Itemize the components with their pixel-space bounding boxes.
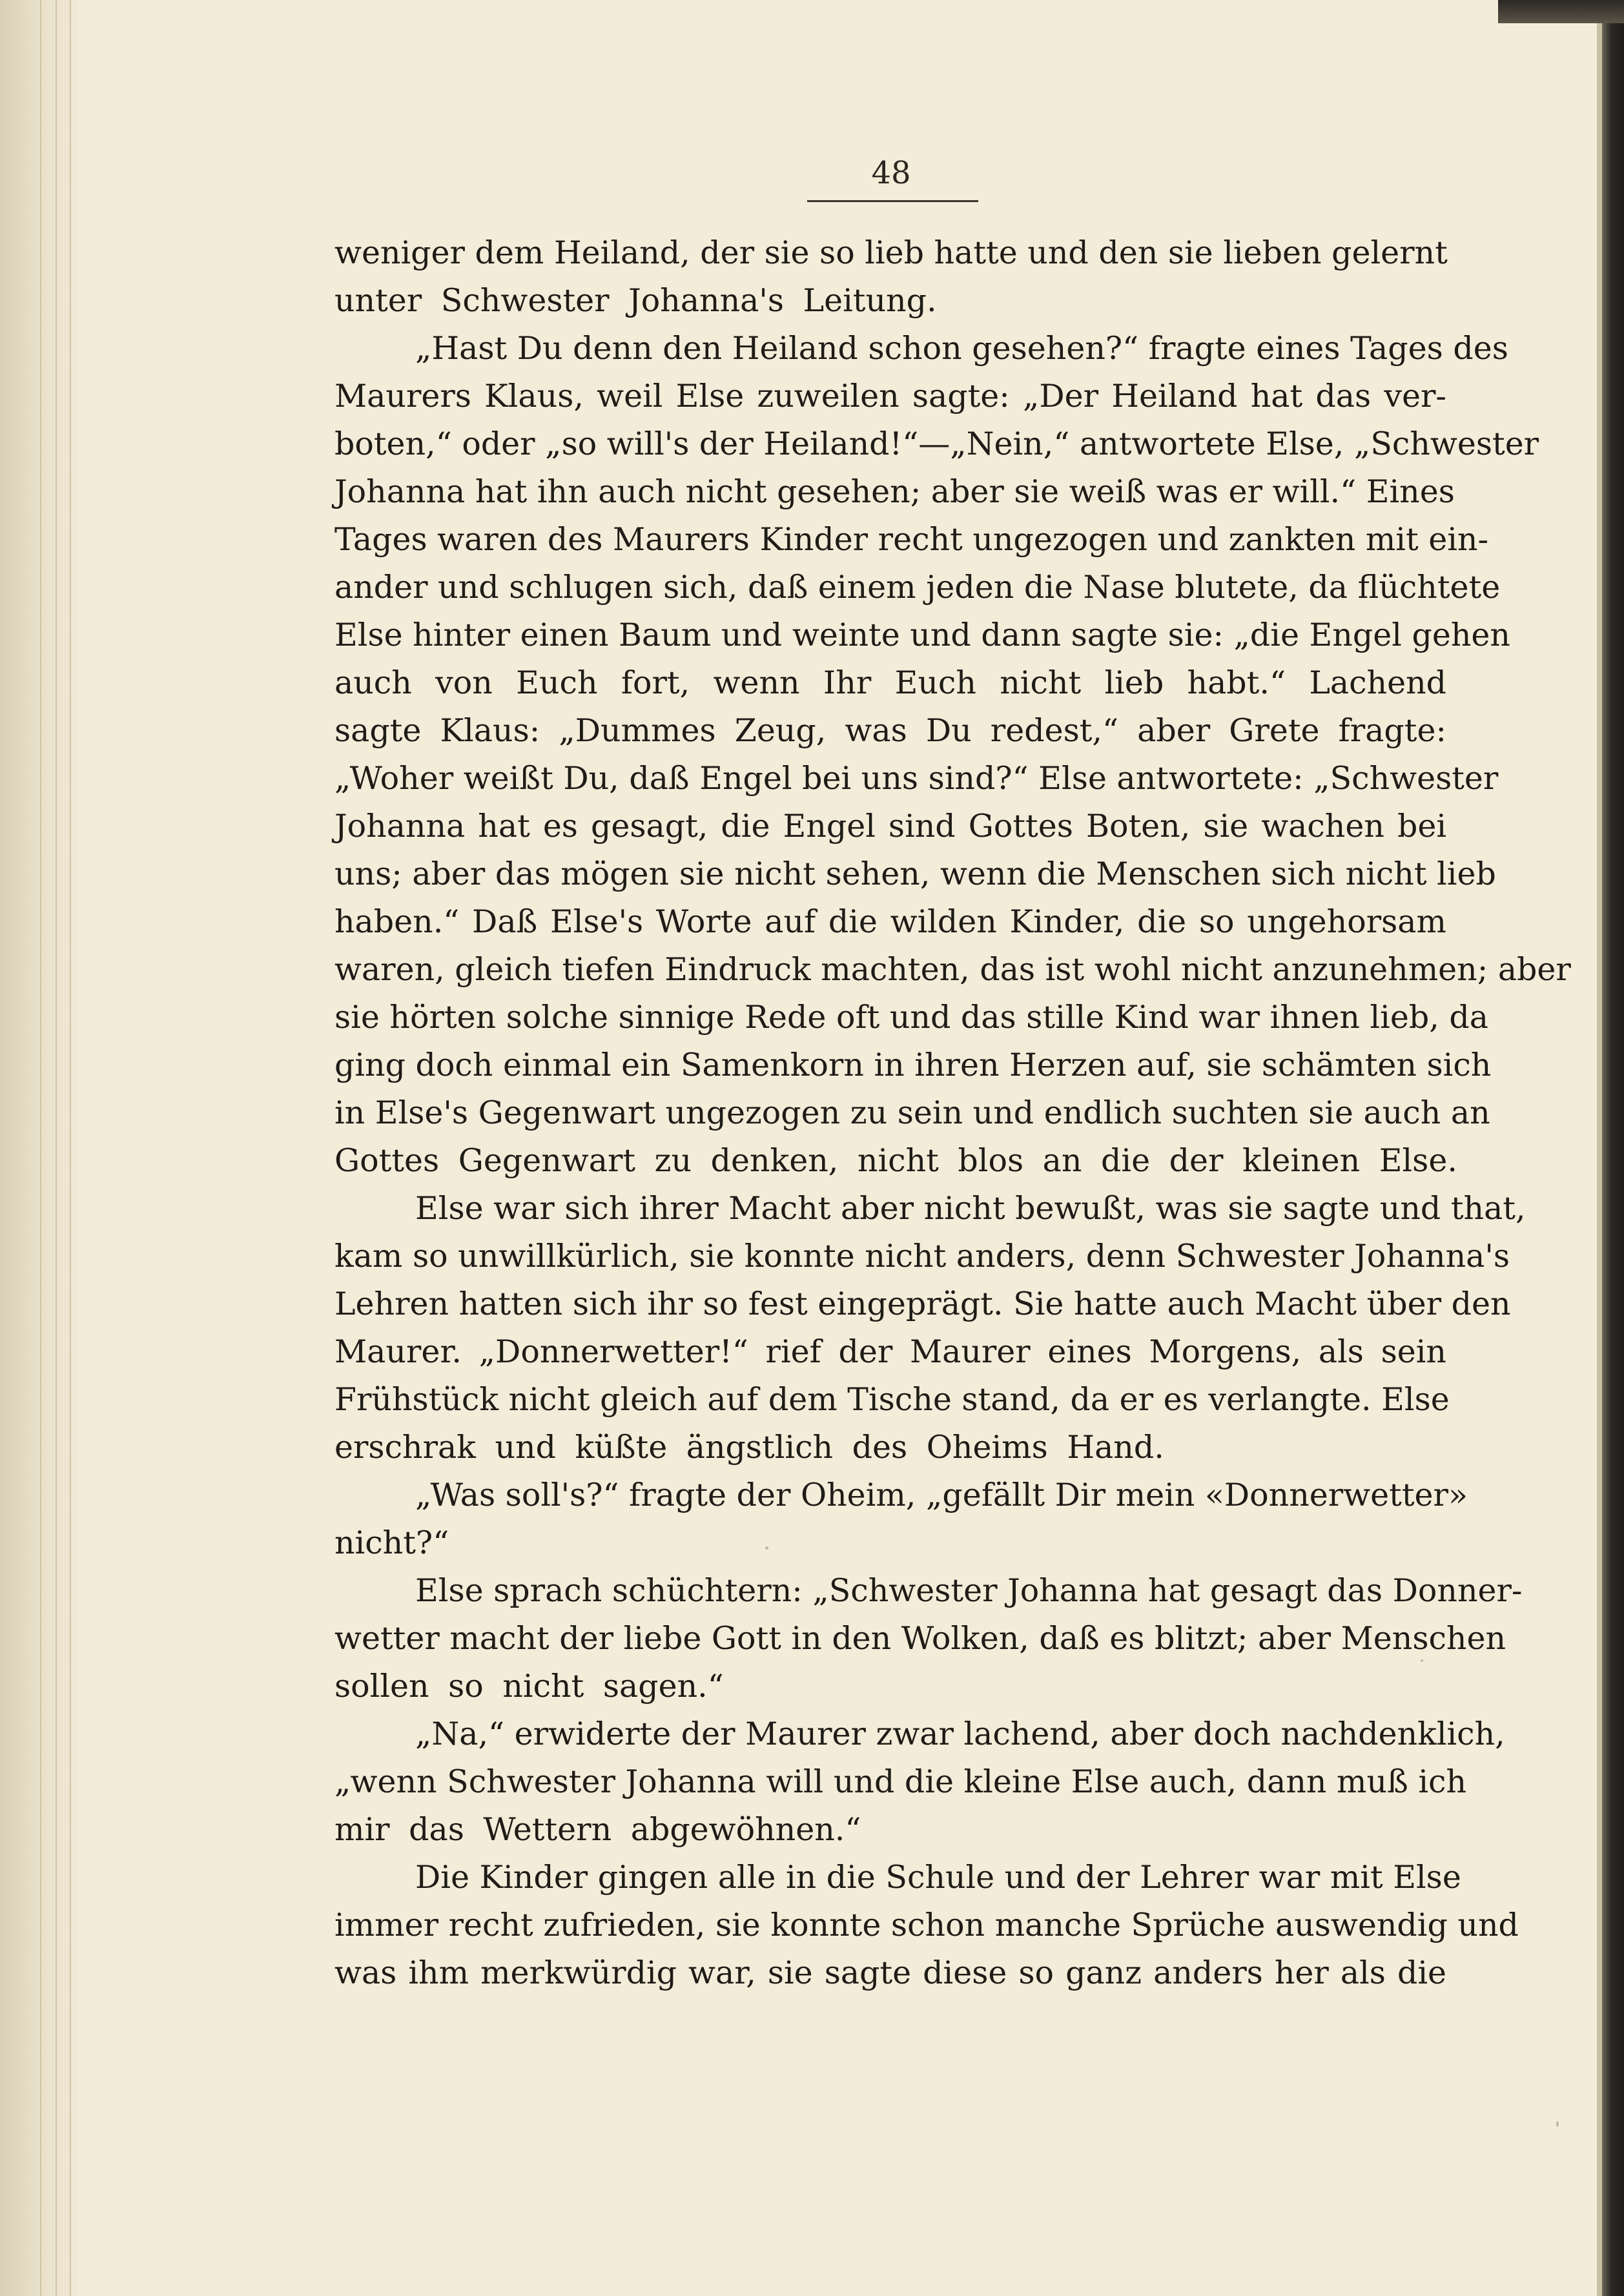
page-number: 48 [871, 155, 911, 191]
text-line: Else hinter einen Baum und weinte und dann sagte sie: „die Engel gehen [334, 617, 1510, 653]
text-line: Maurer. „Donnerwetter!“ rief der Maurer eines Morgens, als sein [334, 1333, 1446, 1370]
paper-speck [765, 1546, 768, 1550]
text-line: sie hörten solche sinnige Rede oft und das stille Kind war ihnen lieb, da [334, 999, 1488, 1036]
text-line: uns; aber das mögen sie nicht sehen, wenn die Menschen sich nicht lieb [334, 856, 1496, 892]
text-line: Frühstück nicht gleich auf dem Tische stand, da er es verlangte. Else [334, 1381, 1450, 1418]
text-line: Die Kinder gingen alle in die Schule und der Lehrer war mit Else [415, 1859, 1461, 1896]
book-gutter [0, 0, 77, 2296]
text-line: „Hast Du denn den Heiland schon gesehen?“ fragte eines Tages des [415, 330, 1508, 367]
text-line: Maurers Klaus, weil Else zuweilen sagte: „Der Heiland hat das ver- [334, 378, 1446, 415]
text-line: erschrak und küßte ängstlich des Oheims Hand. [334, 1429, 1164, 1466]
text-line: weniger dem Heiland, der sie so lieb hatte und den sie lieben gelernt [334, 234, 1448, 271]
text-line: Tages waren des Maurers Kinder recht ungezogen und zankten mit ein- [334, 521, 1489, 558]
text-line: Johanna hat es gesagt, die Engel sind Gottes Boten, sie wachen bei [334, 808, 1446, 845]
text-line: waren, gleich tiefen Eindruck machten, das ist wohl nicht anzunehmen; aber [334, 951, 1571, 988]
text-line: kam so unwillkürlich, sie konnte nicht anders, denn Schwester Johanna's [334, 1238, 1510, 1275]
text-line: in Else's Gegenwart ungezogen zu sein und endlich suchten sie auch an [334, 1094, 1490, 1131]
text-line: boten,“ oder „so will's der Heiland!“—„Nein,“ antwortete Else, „Schwester [334, 425, 1539, 462]
page-edge-dark [1602, 0, 1624, 2296]
text-line: haben.“ Daß Else's Worte auf die wilden Kinder, die so ungehorsam [334, 903, 1446, 940]
text-line: Else war sich ihrer Macht aber nicht bewußt, was sie sagte und that, [415, 1190, 1526, 1227]
text-line: immer recht zufrieden, sie konnte schon manche Sprüche auswendig und [334, 1907, 1519, 1943]
page-edge-shadow [1597, 0, 1602, 2296]
header-rule [807, 200, 978, 202]
text-line: Johanna hat ihn auch nicht gesehen; aber sie weiß was er will.“ Eines [334, 473, 1455, 510]
body-text [334, 229, 1571, 1997]
text-line: Gottes Gegenwart zu denken, nicht blos an die der kleinen Else. [334, 1142, 1457, 1179]
paper-speck [1556, 2121, 1559, 2127]
text-line: „Woher weißt Du, daß Engel bei uns sind?“ Else antwortete: „Schwester [334, 760, 1499, 797]
text-line: sagte Klaus: „Dummes Zeug, was Du redest,“ aber Grete fragte: [334, 712, 1446, 749]
text-line: mir das Wettern abgewöhnen.“ [334, 1811, 861, 1848]
gutter-line [70, 0, 71, 2296]
text-line: unter Schwester Johanna's Leitung. [334, 282, 937, 319]
text-line: wetter macht der liebe Gott in den Wolken, daß es blitzt; aber Menschen [334, 1620, 1506, 1657]
text-line: Else sprach schüchtern: „Schwester Johanna hat gesagt das Donner- [415, 1572, 1523, 1609]
gutter-line [40, 0, 41, 2296]
text-line: ging doch einmal ein Samenkorn in ihren Herzen auf, sie schämten sich [334, 1047, 1492, 1083]
text-line: „wenn Schwester Johanna will und die kleine Else auch, dann muß ich [334, 1763, 1467, 1800]
text-line: auch von Euch fort, wenn Ihr Euch nicht lieb habt.“ Lachend [334, 664, 1446, 701]
text-line: Lehren hatten sich ihr so fest eingeprägt. Sie hatte auch Macht über den [334, 1286, 1511, 1322]
gutter-line [56, 0, 57, 2296]
text-line: was ihm merkwürdig war, sie sagte diese so ganz anders her als die [334, 1954, 1446, 1991]
text-line: nicht?“ [334, 1524, 449, 1561]
text-line: „Was soll's?“ fragte der Oheim, „gefällt Dir mein «Donnerwetter» [415, 1477, 1468, 1513]
page-corner-dark [1498, 0, 1624, 23]
text-line: sollen so nicht sagen.“ [334, 1668, 724, 1705]
text-line: ander und schlugen sich, daß einem jeden die Nase blutete, da flüchtete [334, 569, 1501, 606]
text-line: „Na,“ erwiderte der Maurer zwar lachend, aber doch nachdenklich, [415, 1716, 1505, 1752]
paper-speck [1421, 1659, 1423, 1662]
